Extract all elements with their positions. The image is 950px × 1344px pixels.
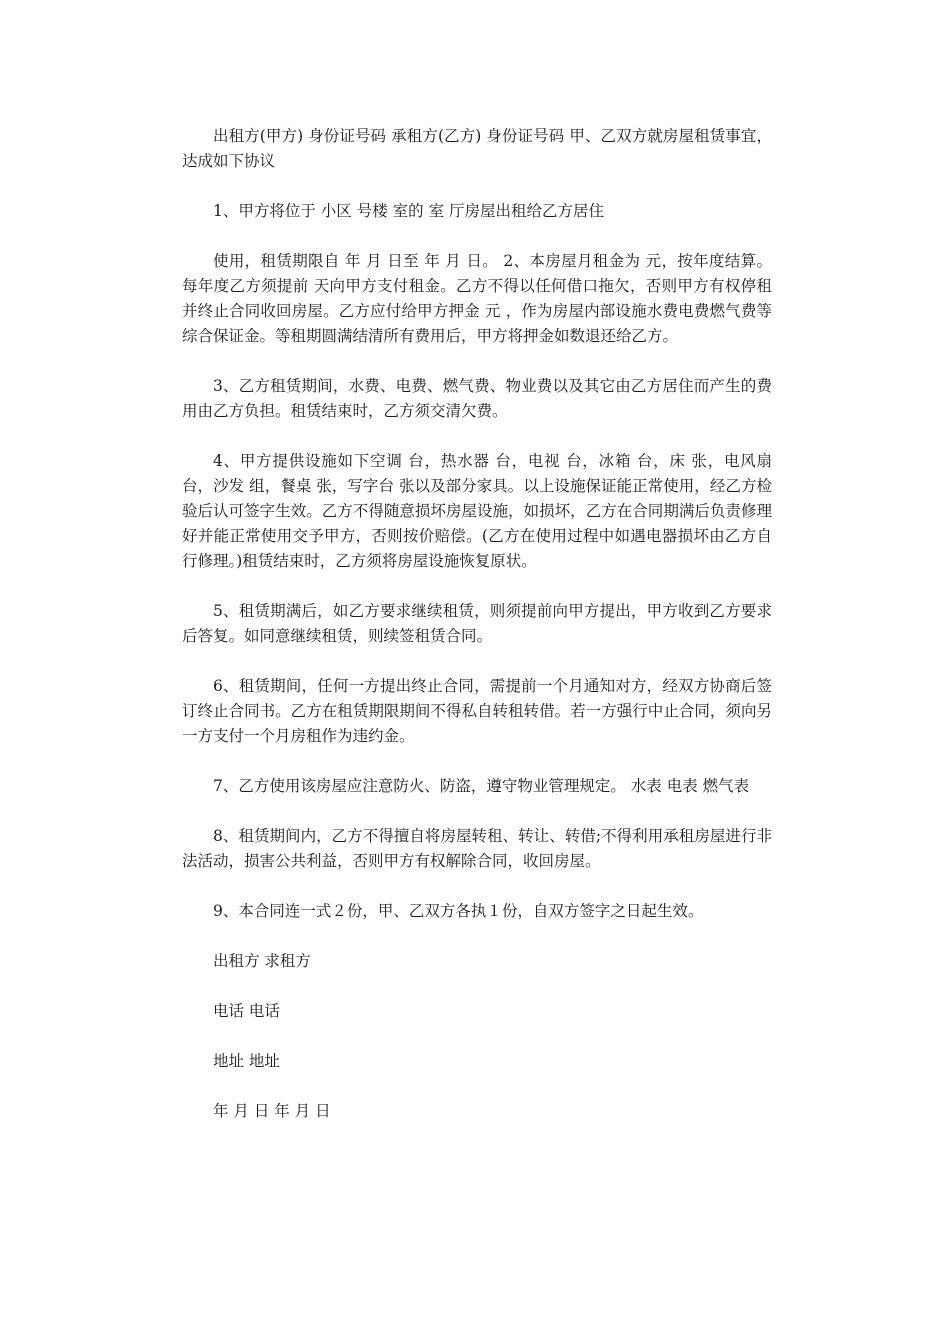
paragraph-clause-2: 使用，租赁期限自 年 月 日至 年 月 日。 2、本房屋月租金为 元，按年度结算。每年度乙方须提前 天向甲方支付租金。乙方不得以任何借口拖欠，否则甲方有权停租并终止合同收回房屋。乙方应付给甲方押金 元 ，作为房屋内部设施水费电费燃气费等综合保证金。等租期圆满结清所有费用后，甲方将押金如数退还给乙方。 — [182, 252, 772, 345]
paragraph-clause-8: 8、租赁期间内，乙方不得擅自将房屋转租、转让、转借;不得利用承租房屋进行非法活动，损害公共利益，否则甲方有权解除合同，收回房屋。 — [182, 827, 772, 870]
paragraph-clause-5: 5、租赁期满后，如乙方要求继续租赁，则须提前向甲方提出，甲方收到乙方要求后答复。如同意继续租赁，则续签租赁合同。 — [182, 602, 772, 645]
signature-address-line: 地址 地址 — [213, 1052, 280, 1070]
paragraph-parties: 出租方(甲方) 身份证号码 承租方(乙方) 身份证号码 甲、乙双方就房屋租赁事宜，达成如下协议 — [182, 127, 772, 170]
signature-phone-line: 电话 电话 — [213, 1002, 280, 1020]
signature-date-line: 年 月 日 年 月 日 — [213, 1102, 331, 1120]
paragraph-clause-4: 4、甲方提供设施如下空调 台，热水器 台，电视 台，冰箱 台，床 张，电风扇 台，沙发 组，餐桌 张，写字台 张以及部分家具。以上设施保证能正常使用，经乙方检验后认可签字生效。乙方不得随意损坏房屋设施，如损坏，乙方在合同期满后负责修理好并能正常使用交予甲方，否则按价赔偿。(乙方在使用过程中如遇电器损坏由乙方自行修理。)租赁结束时，乙方须将房屋设施恢复原状。 — [182, 452, 777, 570]
paragraph-clause-7: 7、乙方使用该房屋应注意防火、防盗，遵守物业管理规定。 水表 电表 燃气表 — [213, 777, 750, 795]
paragraph-clause-9: 9、本合同连一式２份，甲、乙双方各执１份，自双方签字之日起生效。 — [213, 902, 704, 920]
document-body — [182, 124, 777, 1124]
signature-parties-line: 出租方 求租方 — [213, 952, 311, 970]
paragraph-clause-3: 3、乙方租赁期间，水费、电费、燃气费、物业费以及其它由乙方居住而产生的费用由乙方负担。租赁结束时，乙方须交清欠费。 — [182, 377, 772, 420]
paragraph-clause-6: 6、租赁期间，任何一方提出终止合同，需提前一个月通知对方，经双方协商后签订终止合同书。乙方在租赁期限期间不得私自转租转借。若一方强行中止合同，须向另一方支付一个月房租作为违约金。 — [182, 677, 772, 745]
paragraph-clause-1: 1、甲方将位于 小区 号楼 室的 室 厅房屋出租给乙方居住 — [213, 202, 604, 220]
